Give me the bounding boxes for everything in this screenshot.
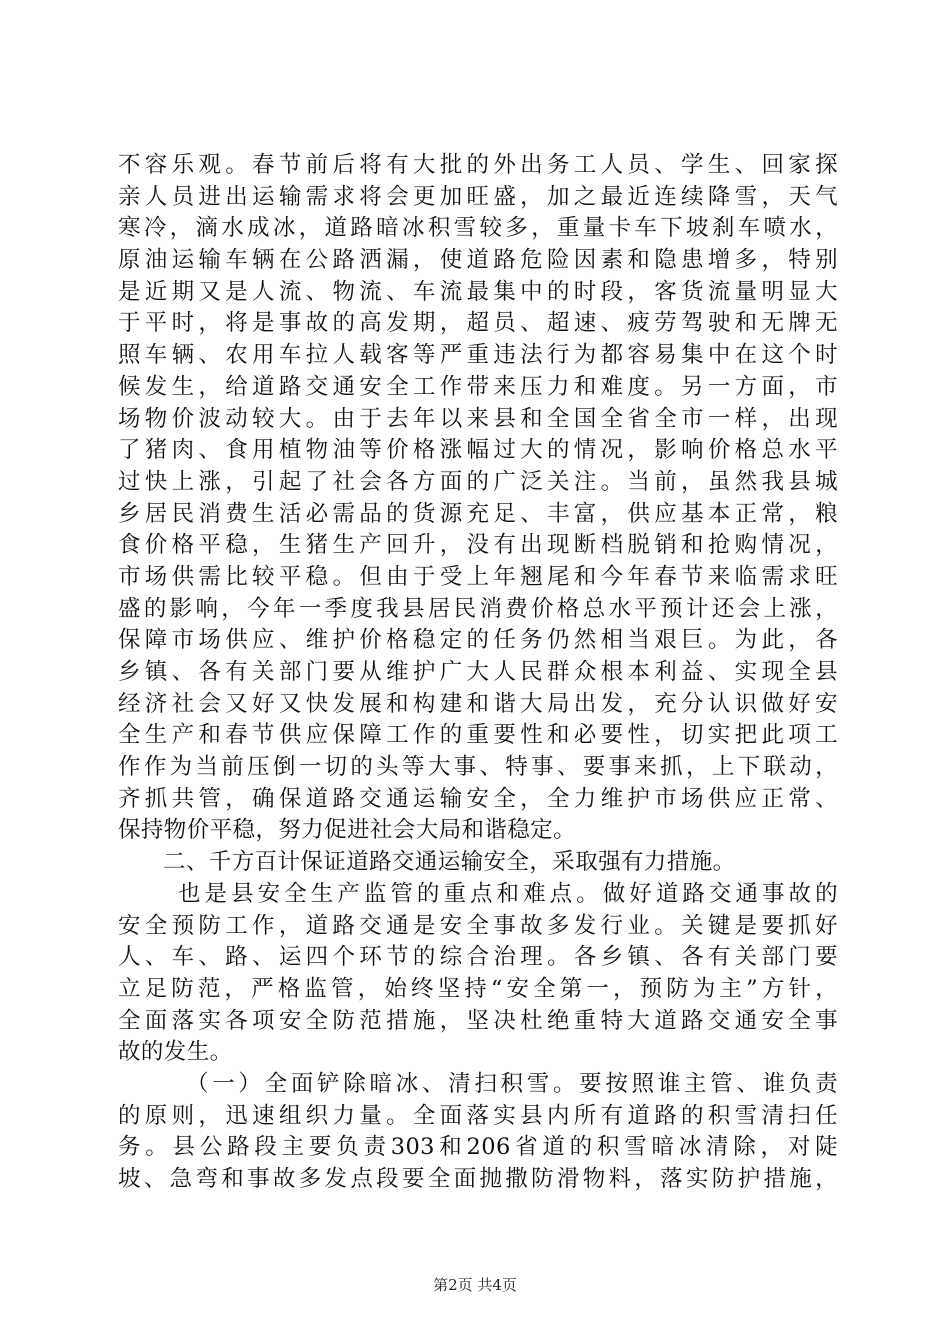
text-line: 盛的影响，今年一季度我县居民消费价格总水平预计还会上涨， [118,595,838,622]
text-line: 保障市场供应、维护价格稳定的任务仍然相当艰巨。为此，各 [118,627,838,654]
text-line: 过快上涨，引起了社会各方面的广泛关注。当前，虽然我县城 [118,468,838,495]
text-line: 原油运输车辆在公路洒漏，使道路危险因素和隐患增多，特别 [118,247,838,274]
text-line: 故的发生。 [118,1039,233,1066]
text-line: 场物价波动较大。由于去年以来县和全国全省全市一样，出现 [118,405,838,432]
text-line: 照车辆、农用车拉人载客等严重违法行为都容易集中在这个时 [118,342,838,369]
text-line: 经济社会又好又快发展和构建和谐大局出发，充分认识做好安 [118,690,838,717]
text-line: 于平时，将是事故的高发期，超员、超速、疲劳驾驶和无牌无 [118,310,838,337]
text-line: 了猪肉、食用植物油等价格涨幅过大的情况，影响价格总水平 [118,437,838,464]
text-line: 保持物价平稳，努力促进社会大局和谐稳定。 [118,817,577,844]
text-line: 不容乐观。春节前后将有大批的外出务工人员、学生、回家探 [118,152,838,178]
page-footer: 第2页 共4页 [433,1276,517,1294]
text-line: 寒冷，滴水成冰，道路暗冰积雪较多，重量卡车下坡刹车喷水， [118,215,838,242]
text-line: 齐抓共管，确保道路交通运输安全，全力维护市场供应正常、 [118,785,838,812]
text-line: 是近期又是人流、物流、车流最集中的时段，客货流量明显大 [118,278,838,305]
subsection-heading: （一）全面铲除暗冰、清扫积雪。要按照谁主管、谁负责 [186,1070,838,1097]
section-heading: 二、千方百计保证道路交通运输安全，采取强有力措施。 [163,849,736,876]
text-line: 作作为当前压倒一切的头等大事、特事、要事来抓，上下联动， [118,754,838,781]
text-line: 坡、急弯和事故多发点段要全面抛撒防滑物料，落实防护措施， [118,1166,838,1192]
text-line: 乡镇、各有关部门要从维护广大人民群众根本利益、实现全县 [118,659,838,685]
text-line: 安全预防工作，道路交通是安全事故多发行业。关键是要抓好 [118,912,838,939]
text-line: 亲人员进出运输需求将会更加旺盛，加之最近连续降雪，天气 [118,183,838,210]
text-line: 全面落实各项安全防范措施，坚决杜绝重特大道路交通安全事 [118,1007,838,1034]
text-line: 市场供需比较平稳。但由于受上年翘尾和今年春节来临需求旺 [118,563,838,590]
text-line: 食价格平稳，生猪生产回升，没有出现断档脱销和抢购情况， [118,532,838,559]
text-line: 人、车、路、运四个环节的综合治理。各乡镇、各有关部门要 [118,944,838,971]
text-line: 候发生，给道路交通安全工作带来压力和难度。另一方面，市 [118,373,838,400]
text-line: 立足防范，严格监管，始终坚持“安全第一，预防为主”方针， [118,975,838,1002]
text-line: 也是县安全生产监管的重点和难点。做好道路交通事故的 [178,880,838,907]
text-line: 乡居民消费生活必需品的货源充足、丰富，供应基本正常，粮 [118,500,838,527]
body-text [118,150,838,1196]
text-line: 全生产和春节供应保障工作的重要性和必要性，切实把此项工 [118,722,838,749]
text-line: 的原则，迅速组织力量。全面落实县内所有道路的积雪清扫任 [118,1102,838,1129]
text-line: 务。县公路段主要负责303和206省道的积雪暗冰清除，对陡 [118,1134,838,1161]
